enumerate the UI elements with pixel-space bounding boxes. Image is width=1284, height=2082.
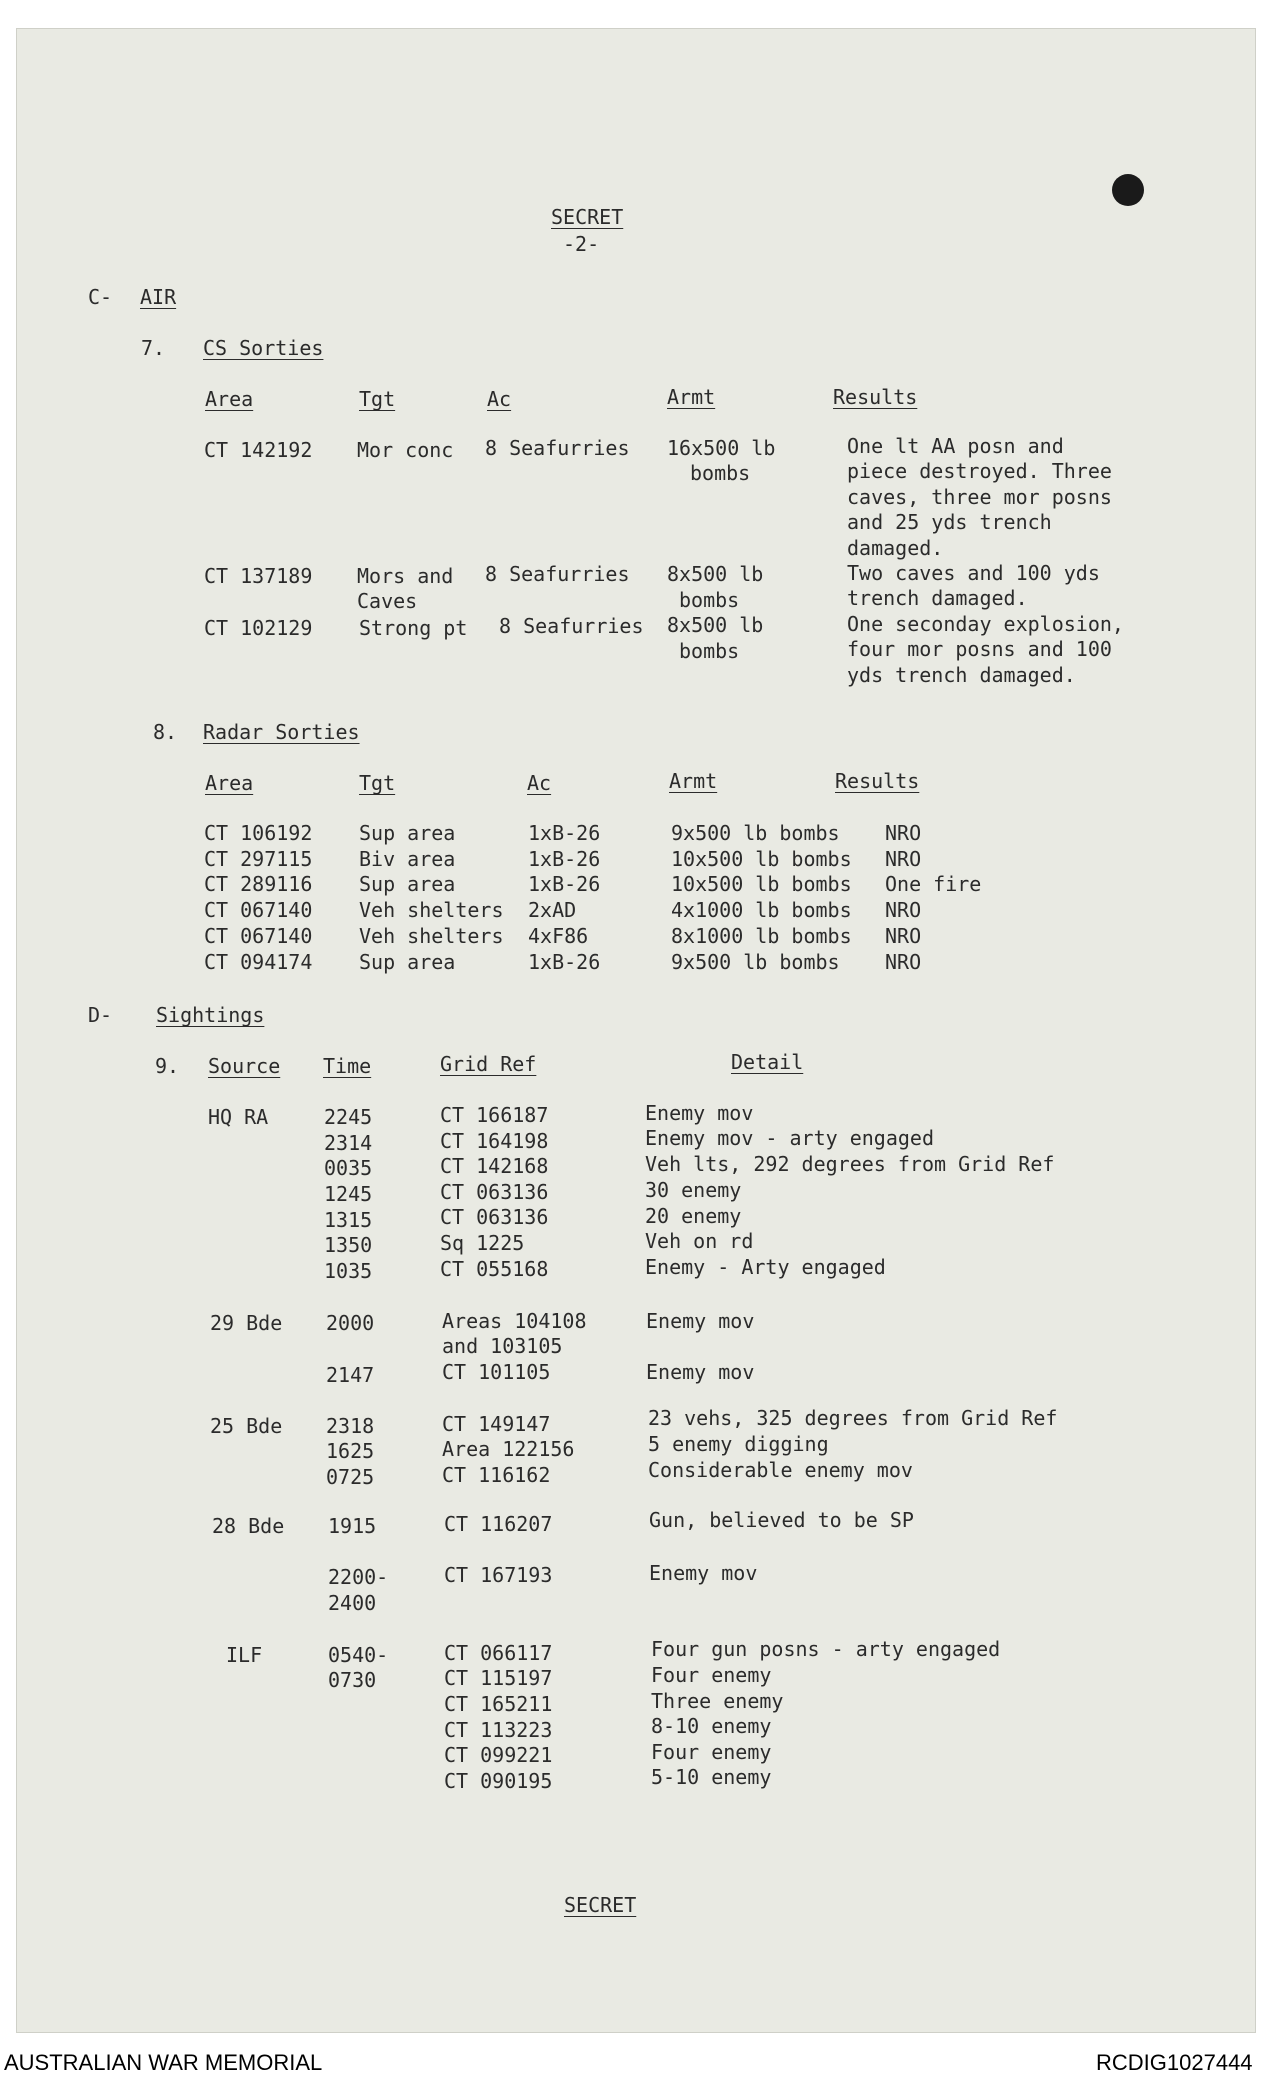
area-cell: CT 102129 [204, 616, 313, 640]
detail-cell: Enemy mov [646, 1360, 755, 1384]
grid-ref-cell: CT 166187 [440, 1103, 549, 1127]
time-cell: 1350 [324, 1233, 373, 1257]
source-cell: HQ RA [208, 1105, 269, 1129]
cs-header-area: Area [205, 387, 254, 411]
grid-ref-cell: CT 066117 [444, 1641, 553, 1665]
grid-ref-cell: CT 055168 [440, 1257, 549, 1281]
results-cell: and 25 yds trench [847, 510, 1052, 534]
sightings-header-time: Time [323, 1054, 372, 1078]
tgt-cell: Veh shelters [359, 924, 504, 948]
grid-ref-cell: Sq 1225 [440, 1231, 525, 1255]
tgt-cell: Sup area [359, 872, 456, 896]
time-cell: 0725 [326, 1465, 375, 1489]
armt-cell: 10x500 lb bombs [671, 847, 852, 871]
radar-header-area: Area [205, 771, 254, 795]
detail-cell: Gun, believed to be SP [649, 1508, 914, 1532]
time-cell: 2400 [328, 1591, 377, 1615]
results-cell: NRO [885, 898, 922, 922]
area-cell: CT 106192 [204, 821, 313, 845]
ac-cell: 2xAD [528, 898, 577, 922]
ac-cell: 1xB-26 [528, 847, 601, 871]
grid-ref-cell: and 103105 [442, 1334, 563, 1358]
sightings-header-detail: Detail [731, 1050, 804, 1074]
detail-cell: Enemy mov [646, 1309, 755, 1333]
detail-cell: Three enemy [651, 1689, 784, 1713]
detail-cell: Veh on rd [645, 1229, 754, 1253]
grid-ref-cell: CT 063136 [440, 1180, 549, 1204]
document-page [16, 28, 1256, 2033]
time-cell: 2200- [328, 1565, 389, 1589]
radar-header-ac: Ac [527, 771, 552, 795]
detail-cell: Enemy mov [645, 1101, 754, 1125]
armt-cell: 9x500 lb bombs [671, 821, 840, 845]
armt-cell: 16x500 lb [667, 436, 776, 460]
results-cell: yds trench damaged. [847, 663, 1076, 687]
grid-ref-cell: CT 142168 [440, 1154, 549, 1178]
grid-ref-cell: CT 116207 [444, 1512, 553, 1536]
results-cell: One seconday explosion, [847, 612, 1124, 636]
detail-cell: 5-10 enemy [651, 1765, 772, 1789]
source-cell: ILF [226, 1643, 263, 1667]
grid-ref-cell: CT 090195 [444, 1769, 553, 1793]
archive-reference: RCDIG1027444 [1096, 2050, 1253, 2075]
area-cell: CT 142192 [204, 438, 313, 462]
sightings-header-grid: Grid Ref [440, 1052, 537, 1076]
time-cell: 2147 [326, 1363, 375, 1387]
time-cell: 0730 [328, 1668, 377, 1692]
cs-header-tgt: Tgt [359, 387, 396, 411]
armt-cell: bombs [679, 639, 740, 663]
results-cell: NRO [885, 924, 922, 948]
results-cell: NRO [885, 847, 922, 871]
results-cell: Two caves and 100 yds [847, 561, 1100, 585]
time-cell: 1915 [328, 1514, 377, 1538]
tgt-cell: Sup area [359, 821, 456, 845]
armt-cell: bombs [679, 588, 740, 612]
grid-ref-cell: CT 115197 [444, 1666, 553, 1690]
results-cell: damaged. [847, 536, 944, 560]
results-cell: caves, three mor posns [847, 485, 1112, 509]
radar-sorties-title: Radar Sorties [203, 720, 360, 744]
time-cell: 2000 [326, 1311, 375, 1335]
grid-ref-cell: CT 063136 [440, 1205, 549, 1229]
armt-cell: 10x500 lb bombs [671, 872, 852, 896]
tgt-cell: Veh shelters [359, 898, 504, 922]
radar-header-tgt: Tgt [359, 771, 396, 795]
detail-cell: 23 vehs, 325 degrees from Grid Ref [648, 1406, 1058, 1430]
cs-sorties-title: CS Sorties [203, 336, 324, 360]
armt-cell: 8x500 lb [667, 562, 764, 586]
radar-header-results: Results [835, 769, 920, 793]
archive-name: AUSTRALIAN WAR MEMORIAL [4, 2050, 323, 2075]
source-cell: 28 Bde [212, 1514, 285, 1538]
grid-ref-cell: CT 116162 [442, 1463, 551, 1487]
ac-cell: 1xB-26 [528, 872, 601, 896]
armt-cell: 8x1000 lb bombs [671, 924, 852, 948]
area-cell: CT 067140 [204, 898, 313, 922]
ac-cell: 8 Seafurries [485, 436, 630, 460]
section-c-letter: C- [88, 285, 113, 309]
grid-ref-cell: CT 113223 [444, 1718, 553, 1742]
area-cell: CT 297115 [204, 847, 313, 871]
detail-cell: Considerable enemy mov [648, 1458, 913, 1482]
tgt-cell: Biv area [359, 847, 456, 871]
results-cell: One lt AA posn and [847, 434, 1064, 458]
grid-ref-cell: Area 122156 [442, 1437, 575, 1461]
grid-ref-cell: CT 164198 [440, 1129, 549, 1153]
punch-hole [1112, 174, 1144, 206]
cs-sorties-number: 7. [141, 336, 166, 360]
detail-cell: Enemy - Arty engaged [645, 1255, 886, 1279]
radar-header-armt: Armt [669, 769, 718, 793]
sightings-header-source: Source [208, 1054, 281, 1078]
armt-cell: 4x1000 lb bombs [671, 898, 852, 922]
tgt-cell: Strong pt [359, 616, 468, 640]
tgt-cell: Mors and [357, 564, 454, 588]
time-cell: 2245 [324, 1105, 373, 1129]
classification-header: SECRET [551, 205, 624, 229]
area-cell: CT 094174 [204, 950, 313, 974]
tgt-cell: Mor conc [357, 438, 454, 462]
results-cell: NRO [885, 950, 922, 974]
detail-cell: 5 enemy digging [648, 1432, 829, 1456]
ac-cell: 8 Seafurries [485, 562, 630, 586]
grid-ref-cell: CT 165211 [444, 1692, 553, 1716]
ac-cell: 8 Seafurries [499, 614, 644, 638]
area-cell: CT 289116 [204, 872, 313, 896]
cs-header-ac: Ac [487, 387, 512, 411]
detail-cell: Four enemy [651, 1663, 772, 1687]
radar-sorties-number: 8. [153, 720, 178, 744]
detail-cell: Four enemy [651, 1740, 772, 1764]
ac-cell: 4xF86 [528, 924, 589, 948]
grid-ref-cell: Areas 104108 [442, 1309, 587, 1333]
source-cell: 29 Bde [210, 1311, 283, 1335]
time-cell: 0540- [328, 1643, 389, 1667]
detail-cell: Veh lts, 292 degrees from Grid Ref [645, 1152, 1055, 1176]
time-cell: 1625 [326, 1439, 375, 1463]
time-cell: 1245 [324, 1182, 373, 1206]
detail-cell: Four gun posns - arty engaged [651, 1637, 1001, 1661]
time-cell: 2314 [324, 1131, 373, 1155]
results-cell: piece destroyed. Three [847, 459, 1112, 483]
section-d-title: Sightings [156, 1003, 265, 1027]
results-cell: four mor posns and 100 [847, 637, 1112, 661]
ac-cell: 1xB-26 [528, 821, 601, 845]
armt-cell: 8x500 lb [667, 613, 764, 637]
armt-cell: 9x500 lb bombs [671, 950, 840, 974]
classification-footer: SECRET [564, 1893, 637, 1917]
area-cell: CT 137189 [204, 564, 313, 588]
area-cell: CT 067140 [204, 924, 313, 948]
time-cell: 0035 [324, 1156, 373, 1180]
results-cell: trench damaged. [847, 586, 1028, 610]
time-cell: 1315 [324, 1208, 373, 1232]
detail-cell: Enemy mov [649, 1561, 758, 1585]
grid-ref-cell: CT 167193 [444, 1563, 553, 1587]
grid-ref-cell: CT 099221 [444, 1743, 553, 1767]
results-cell: One fire [885, 872, 982, 896]
section-d-letter: D- [88, 1003, 113, 1027]
page-number: -2- [563, 232, 600, 256]
grid-ref-cell: CT 101105 [442, 1360, 551, 1384]
section-c-title: AIR [140, 285, 177, 309]
tgt-cell: Caves [357, 589, 418, 613]
source-cell: 25 Bde [210, 1414, 283, 1438]
cs-header-results: Results [833, 385, 918, 409]
detail-cell: Enemy mov - arty engaged [645, 1126, 934, 1150]
detail-cell: 30 enemy [645, 1178, 742, 1202]
grid-ref-cell: CT 149147 [442, 1412, 551, 1436]
armt-cell: bombs [690, 461, 751, 485]
detail-cell: 8-10 enemy [651, 1714, 772, 1738]
time-cell: 2318 [326, 1414, 375, 1438]
results-cell: NRO [885, 821, 922, 845]
detail-cell: 20 enemy [645, 1204, 742, 1228]
sightings-number: 9. [155, 1054, 180, 1078]
ac-cell: 1xB-26 [528, 950, 601, 974]
cs-header-armt: Armt [667, 385, 716, 409]
tgt-cell: Sup area [359, 950, 456, 974]
time-cell: 1035 [324, 1259, 373, 1283]
